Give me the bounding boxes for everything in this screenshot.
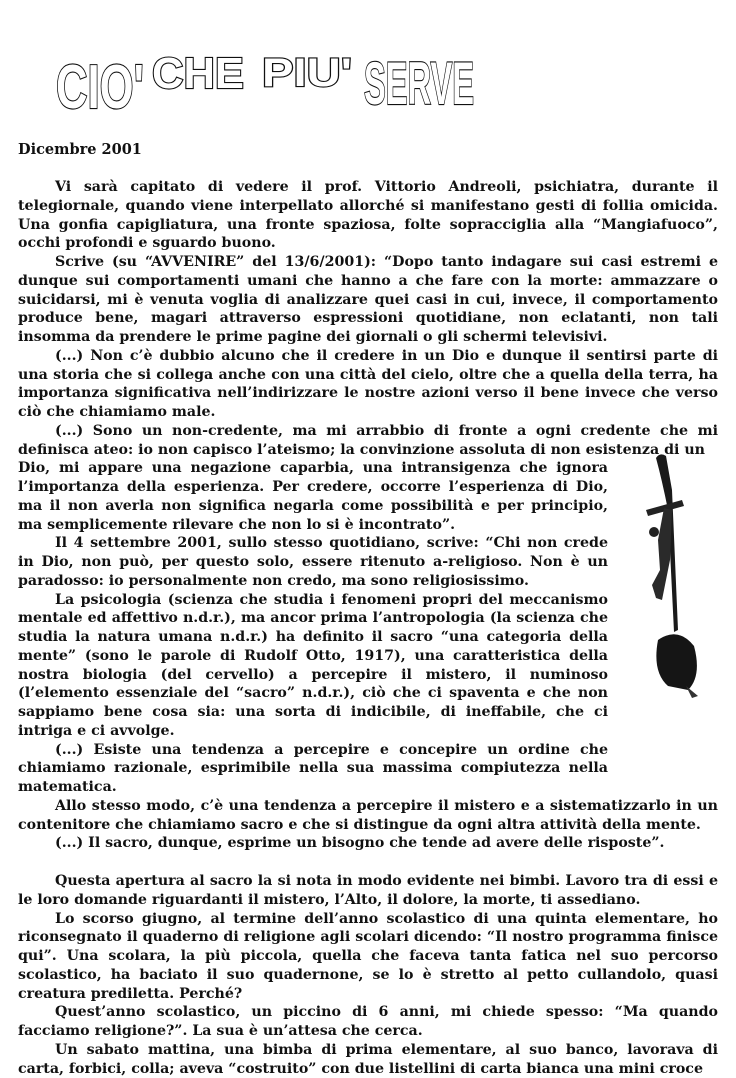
text-beside-image <box>18 459 608 797</box>
paragraph: Quest’anno scolastico, un piccino di 6 anni, mi chiede spesso: “Ma quando facciamo religione?”. La sua è un’attesa che cerca. <box>18 1004 718 1039</box>
paragraph: Vi sarà capitato di vedere il prof. Vittorio Andreoli, psichiatra, durante il telegiornale, quando viene interpellato allorché si manifestano gesti di follia omicida. Una gonfia capigliatura, una fronte spaziosa, folte sopracciglia alla “Mangiafuoco”, occhi profondi e sguardo buono. <box>18 179 718 252</box>
paragraph: (...) Sono un non-credente, ma mi arrabbio di fronte a ogni credente che mi definisca ateo: io non capisco l’ateismo; la convinzione assoluta di non esistenza di un <box>18 422 718 458</box>
paragraph: Dio, mi appare una negazione caparbia, una intransigenza che ignora l’importanza della esperienza. Per credere, occorre l’esperienza di Dio, ma il non averla non significa negarla come possibilità e per principio, ma semplicemente rilevare che non lo si è incontrato”. <box>18 460 608 533</box>
page-title <box>0 0 736 125</box>
title-word-cio: CIO' <box>56 53 144 122</box>
paragraph: Un sabato mattina, una bimba di prima elementare, al suo banco, lavorava di carta, forbici, colla; aveva “costruito” con due listellini di carta bianca una mini croce <box>18 1041 718 1077</box>
title-word-che: CHE <box>152 49 244 98</box>
title-word-serve: SERVE <box>364 50 474 117</box>
paragraph: Allo stesso modo, c’è una tendenza a percepire il mistero e a sistematizzarlo in un contenitore che chiamiamo sacro e che si distingue da ogni altra attività della mente. <box>18 797 718 833</box>
paragraph: (...) Esiste una tendenza a percepire e concepire un ordine che chiamiamo razionale, esprimibile nella sua massima compiutezza nella matematica. <box>18 741 608 795</box>
paragraph: (...) Non c’è dubbio alcuno che il credere in un Dio e dunque il sentirsi parte di una storia che si collega anche con una città del cielo, oltre che a quella della terra, ha importanza significativa nell’indirizzare le nostre azioni verso il bene invece che verso ciò che chiamiamo male. <box>18 347 718 420</box>
paragraph: La psicologia (scienza che studia i fenomeni propri del meccanismo mentale ed affettivo n.d.r.), ma ancor prima l’antropologia (la scienza che studia la natura umana n.d.r.) ha definito il sacro “una categoria della mente” (sono le parole di Rudolf Otto, 1917), una caratteristica della nostra biologia (del cervello) a percepire il mistero, il numinoso (l’elemento essenziale del “sacro” n.d.r.), ciò che ci spaventa e che non sappiamo bene cosa sia: una sorta di indicibile, di ineffabile, che ci intriga e ci avvolge. <box>18 591 608 739</box>
title-word-piu: PIU' <box>262 51 352 95</box>
title-wordart <box>0 0 736 125</box>
paragraph: Scrive (su “AVVENIRE” del 13/6/2001): “Dopo tanto indagare sui casi estremi e dunque sui comportamenti umani che hanno a che fare con la morte: ammazzare o suicidarsi, mi è venuta voglia di analizzare quei casi in cui, invece, il comportamento produce bene, magari attraverso espressioni quotidiane, non eclatanti, non tali insomma da prendere le prime pagine dei giornali o gli schermi televisivi. <box>18 254 718 345</box>
paragraph: Il 4 settembre 2001, sullo stesso quotidiano, scrive: “Chi non crede in Dio, non può, per questo solo, essere ritenuto a-religioso. Non è un paradosso: io personalmente non credo, ma sono religiosissimo. <box>18 535 608 589</box>
paragraph: (...) Il sacro, dunque, esprime un bisogno che tende ad avere delle risposte”. <box>55 835 665 852</box>
document-date: Dicembre 2001 <box>18 141 142 158</box>
paragraph: Questa apertura al sacro la si nota in modo evidente nei bimbi. Lavoro tra di essi e le loro domande riguardanti il mistero, l’Alto, il dolore, la morte, ti assediano. <box>18 873 718 908</box>
article-body <box>18 178 718 1078</box>
paragraph: Lo scorso giugno, al termine dell’anno scolastico di una quinta elementare, ho riconsegnato il quaderno di religione agli scolari dicendo: “Il nostro programma finisce qui”. Una scolara, la più piccola, quella che faceva tanta fatica nel suo percorso scolastico, ha baciato il suo quadernone, se lo è stretto al petto cullandolo, quasi creatura prediletta. Perché? <box>18 910 718 1002</box>
crucifix-icon <box>638 450 710 700</box>
